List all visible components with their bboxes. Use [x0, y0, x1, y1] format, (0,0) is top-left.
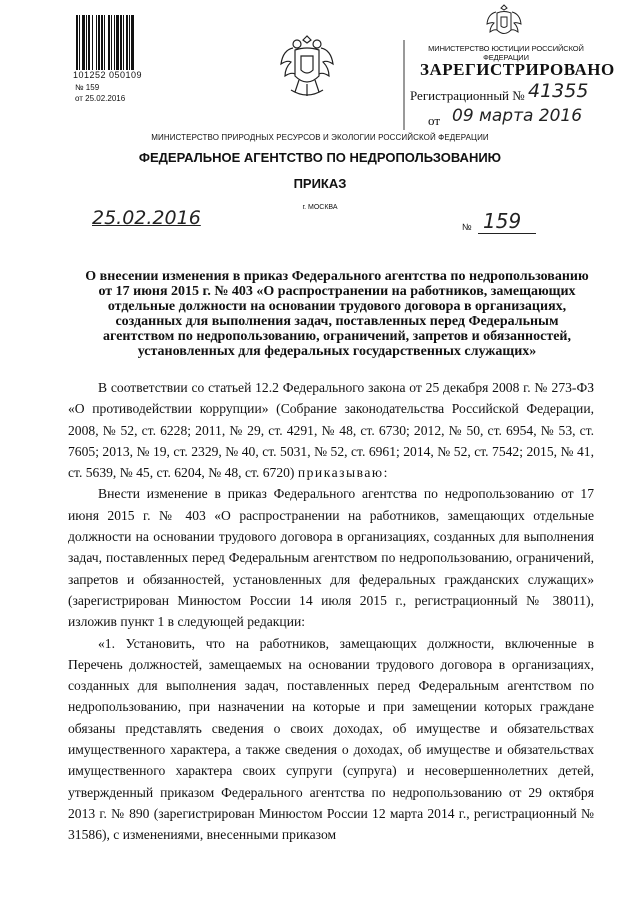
stamp-date: 09 марта 2016: [452, 106, 583, 126]
order-number-label: №: [462, 222, 472, 232]
stamp-date-prefix: от: [428, 113, 441, 128]
barcode-number: 101252 050109: [73, 70, 143, 80]
stamp-registered: ЗАРЕГИСТРИРОВАНО: [420, 60, 615, 79]
body-paragraph-new-clause: «1. Установить, что на работников, замещающих должности, включенные в Перечень должностей, замещаемых на основании трудового договора в организациях, созданных для выполнения задач, поставленных перед Федеральным агентством по недропользованию, при назначении на которые и при замещении которых граждане обязаны представлять сведения о своих доходах, об имуществе и обязательствах имущественного характера, а также сведения о доходах, об имуществе и обязательствах имущественного характера своих супруги (супруга) и несовершеннолетних детей, утвержденный приказом Федерального агентства по недропользованию от 29 октября 2013 г. № 890 (зарегистрирован Минюстом России 12 марта 2014 г., регистрационный № 31586), с изменениями, внесенными приказом: [68, 635, 594, 843]
body-paragraph-preamble: [68, 377, 594, 483]
body-paragraph-amendment: Внести изменение в приказ Федерального агентства по недропользованию от 17 июня 2015 г. № 403 «О распространении на работников, замещающих отдельные должности на основании трудового договора в организациях, созданных для выполнения задач, поставленных перед Федеральным агентством по недропользованию, ограничений, запретов и обязанностей, установленных для федеральных гражданских служащих» (зарегистрирован Минюстом России 14 июля 2015 г., регистрационный № 38011), изложив пункт 1 в следующей редакции:: [68, 486, 594, 630]
order-date: 25.02.2016: [92, 207, 201, 229]
stamp-registration-number: 41355: [528, 80, 589, 102]
document-type: ПРИКАЗ: [293, 176, 347, 191]
stamp-emblem-icon: [484, 2, 524, 40]
coat-of-arms-emblem: [277, 30, 337, 102]
preamble-text: В соответствии со статьей 12.2 Федерального закона от 25 декабря 2008 г. № 273-ФЗ «О противодействии коррупции» (Собрание законодательства Российской Федерации, 2008, № 52, ст. 6228; 2011, № 29, ст. 4291, № 48, ст. 6730; 2012, № 50, ст. 6954, № 53, ст. 7605; 2013, № 19, ст. 2329, № 40, ст. 5031, № 52, ст. 6961; 2014, № 52, ст. 7542; 2015, № 41, ст. 5639, № 45, ст. 6204, № 48, ст. 6720): [68, 380, 594, 481]
barcode: [75, 15, 157, 70]
order-title: О внесении изменения в приказ Федерального агентства по недропользованию от 17 июня 2015 г. № 403 «О распространении на работников, замещающих отдельные должности на основании трудового договора в организациях, созданных для выполнения задач, поставленных перед Федеральным агентством по недропользованию, ограничений, запретов и обязанностей, установленных для федеральных государственных служащих»: [85, 269, 589, 359]
order-word: приказываю:: [297, 465, 389, 481]
order-number-underline: [478, 233, 536, 234]
city: г. МОСКВА: [302, 204, 338, 211]
stamp-registration-label: Регистрационный №: [410, 88, 525, 103]
stamp-ministry: МИНИСТЕРСТВО ЮСТИЦИИ РОССИЙСКОЙ ФЕДЕРАЦИИ: [428, 44, 584, 62]
incoming-document-date: от 25.02.2016: [75, 94, 126, 103]
ministry-name: МИНИСТЕРСТВО ПРИРОДНЫХ РЕСУРСОВ И ЭКОЛОГИИ РОССИЙСКОЙ ФЕДЕРАЦИИ: [151, 133, 489, 142]
order-number: 159: [483, 209, 522, 233]
order-body: [68, 377, 594, 846]
incoming-document-number: № 159: [75, 83, 100, 92]
agency-name: ФЕДЕРАЛЬНОЕ АГЕНТСТВО ПО НЕДРОПОЛЬЗОВАНИЮ: [138, 150, 502, 165]
